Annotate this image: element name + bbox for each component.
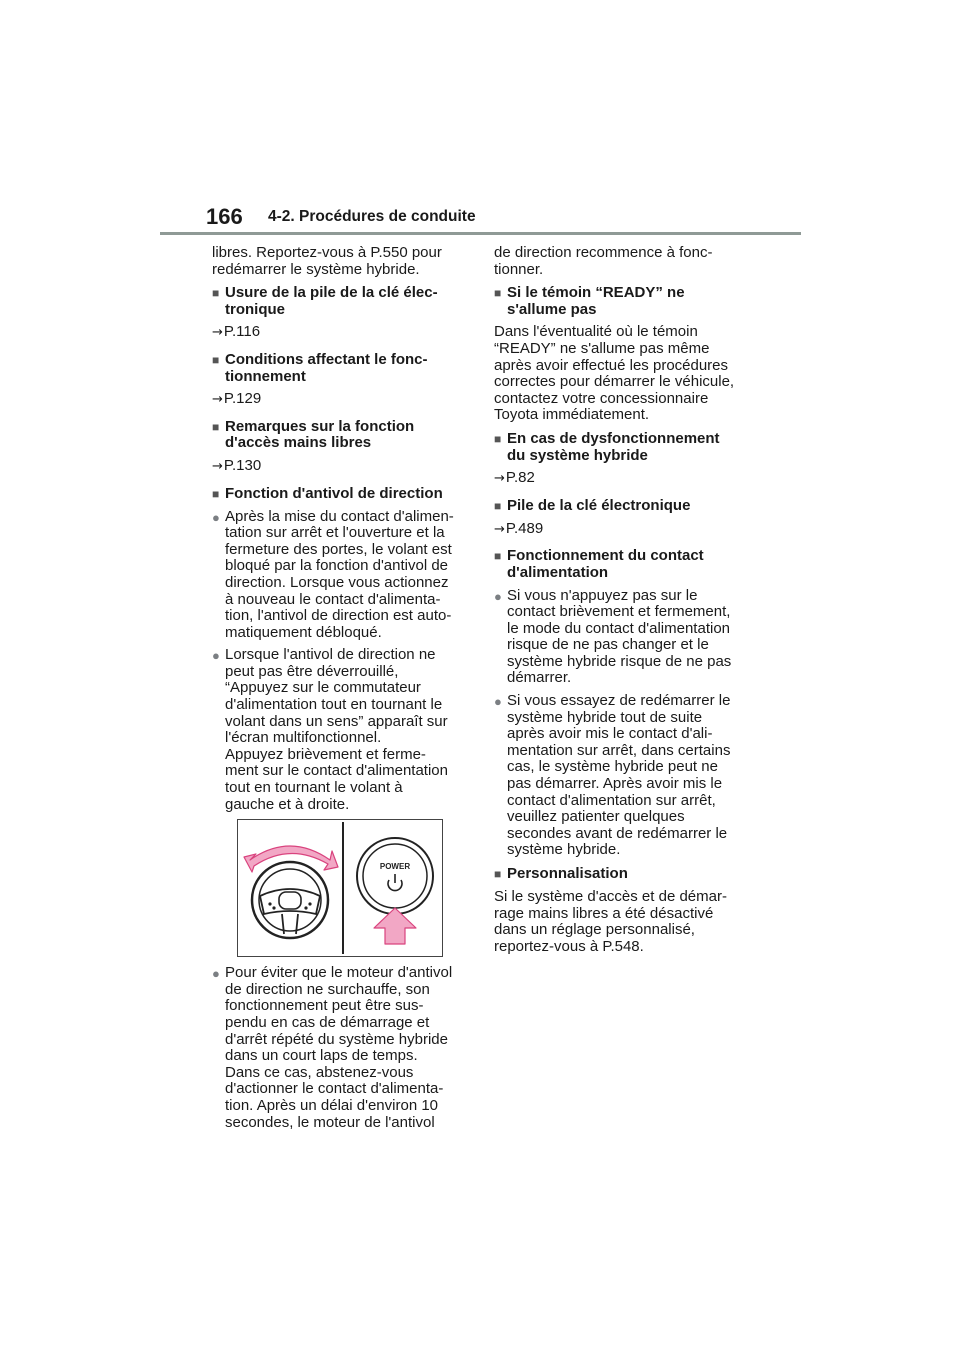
heading-power-switch-operation: ■ Fonctionnement du contact d'alimentation (494, 547, 704, 581)
continued-paragraph: de direction recommence à fonc- tionner. (494, 244, 713, 278)
square-marker-icon: ■ (212, 286, 220, 301)
section-title: 4-2. Procédures de conduite (268, 208, 476, 225)
square-marker-icon: ■ (212, 486, 220, 501)
push-arrow-icon (374, 908, 416, 944)
page-reference[interactable]: →P.489 (494, 519, 544, 537)
right-column (494, 245, 756, 961)
bullet-icon: ● (494, 694, 502, 710)
heading-ready-light: ■ Si le témoin “READY” ne s'allume pas (494, 284, 685, 318)
bullet-item: ● Lorsque l'antivol de direction ne peut pas être déverrouillé, “Appuyez sur le commutateur d'alimentation tout en tournant le volant dans un sens” apparaît sur l'écran multifonctionnel. Appuyez brièvement et ferme- ment sur le contact d'alimentation tout en tournant le volant à gauche et à droite. (212, 646, 448, 813)
square-marker-icon: ■ (212, 419, 220, 434)
square-marker-icon: ■ (494, 867, 502, 881)
heading-smart-entry-notes: ■ Remarques sur la fonction d'accès mains libres (212, 417, 415, 452)
bullet-icon: ● (212, 966, 220, 982)
heading-key-battery: ■ Pile de la clé électronique (494, 496, 691, 514)
power-label: POWER (379, 862, 411, 872)
arrow-right-icon: → (494, 521, 505, 537)
arrow-right-icon: → (212, 458, 223, 474)
square-marker-icon: ■ (494, 549, 502, 564)
arrow-right-icon: → (212, 325, 223, 341)
customization-paragraph: Si le système d'accès et de démar- rage mains libres a été désactivé dans un réglage personnalisé, reportez-vous à P.548. (494, 888, 727, 955)
bullet-icon: ● (212, 509, 220, 525)
heading-customization: ■ Personnalisation (494, 865, 628, 882)
bullet-icon: ● (494, 588, 502, 604)
page-reference[interactable]: →P.130 (212, 456, 262, 474)
intro-paragraph: libres. Reportez-vous à P.550 pour redémarrer le système hybride. (212, 244, 442, 278)
arrow-right-icon: → (212, 392, 223, 408)
heading-hybrid-malfunction: ■ En cas de dysfonctionnement du système hybride (494, 429, 720, 464)
square-marker-icon: ■ (212, 352, 220, 367)
page-reference[interactable]: →P.82 (494, 469, 535, 487)
square-marker-icon: ■ (494, 498, 502, 513)
square-marker-icon: ■ (494, 431, 502, 446)
steering-wheel-icon (252, 862, 328, 938)
heading-steering-lock: ■ Fonction d'antivol de direction (212, 484, 443, 502)
square-marker-icon: ■ (494, 286, 502, 301)
bullet-item: ● Si vous n'appuyez pas sur le contact brièvement et fermement, le mode du contact d'alimentation risque de ne pas changer et le système hybride risque de ne pas démarrer. (494, 586, 732, 687)
arrow-right-icon: → (494, 471, 505, 487)
header-divider (160, 232, 801, 235)
page-number: 166 (206, 204, 243, 229)
ready-light-paragraph: Dans l'éventualité où le témoin “READY” ne s'allume pas même après avoir effectué les procédures correctes pour démarrer le véhicule, contactez votre concessionnaire Toyota immédiatement. (494, 323, 735, 424)
steering-power-illustration (237, 819, 443, 957)
heading-operating-conditions: ■ Conditions affectant le fonc- tionnement (212, 350, 428, 385)
bullet-item: ● Si vous essayez de redémarrer le système hybride tout de suite après avoir mis le contact d'ali- mentation sur arrêt, dans certains cas, le système hybride peut ne pas démarrer. Après avoir mis le contact d'alimentation sur arrêt, veuillez patienter quelques secondes avant de redémarrer le système hybride. (494, 692, 731, 859)
page-reference[interactable]: →P.129 (212, 390, 262, 408)
bullet-icon: ● (212, 648, 220, 664)
power-button-icon (357, 838, 433, 914)
page-reference[interactable]: →P.116 (212, 323, 261, 341)
left-column (212, 245, 474, 1137)
bullet-item: ● Après la mise du contact d'alimen- tation sur arrêt et l'ouverture et la fermeture des portes, le volant est bloqué par la fonction d'antivol de direction. Lorsque vous actionnez à nouveau le contact d'alimenta- tion, l'antivol de direction est auto- matiquement débloqué. (212, 507, 454, 641)
bullet-item: ● Pour éviter que le moteur d'antivol de direction ne surchauffe, son fonctionnement peut être sus- pendu en cas de démarrage et d'arrêt répété du système hybride dans un court laps de temps. Dans ce cas, abstenez-vous d'actionner le contact d'alimenta- tion. Après un délai d'environ 10 secondes, le moteur de l'antivol (212, 964, 453, 1131)
heading-key-battery-wear: ■ Usure de la pile de la clé élec- tronique (212, 284, 438, 318)
